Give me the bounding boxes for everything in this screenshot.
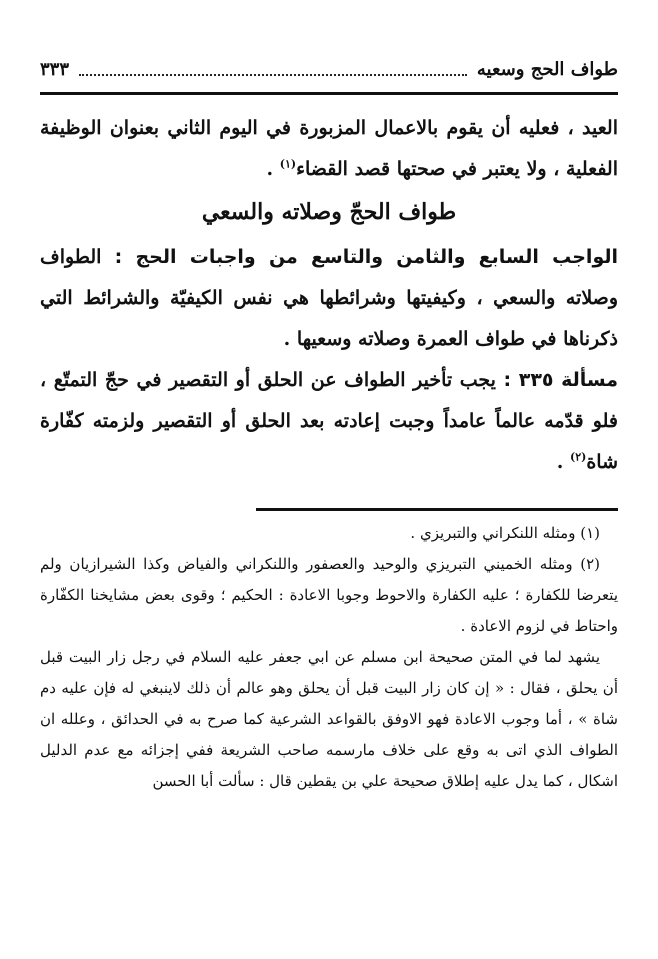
footnotes bbox=[40, 518, 618, 797]
header-leader-dots bbox=[79, 62, 467, 76]
footnote-ref-1: (١) bbox=[279, 157, 297, 171]
paragraph-3-text: يجب تأخير الطواف عن الحلق أو التقصير في حجّ التمتّع ، فلو قدّمه عالماً عامداً وجبت إعادته بعد الحلق أو التقصير ولزمته كفّارة شاة bbox=[40, 369, 618, 473]
footnote-1: (١) ومثله اللنكراني والتبريزي . bbox=[410, 524, 600, 542]
header-title: طواف الحج وسعيه bbox=[476, 58, 618, 80]
paragraph-3 bbox=[40, 360, 618, 483]
page-number: ٣٣٣ bbox=[40, 58, 70, 80]
paragraph-1-text: العيد ، فعليه أن يقوم بالاعمال المزبورة في اليوم الثاني بعنوان الوظيفة الفعلية ، ولا يعتبر في صحتها قصد القضاء bbox=[40, 117, 618, 180]
header-rule bbox=[40, 92, 618, 95]
paragraph-1 bbox=[40, 108, 618, 190]
section-title: طواف الحجّ وصلاته والسعي bbox=[201, 199, 457, 225]
paragraph-3-end: . bbox=[556, 451, 570, 473]
footnote-rule bbox=[256, 508, 618, 511]
running-header bbox=[40, 52, 618, 86]
paragraph-2-text: الطواف وصلاته والسعي ، وكيفيتها وشرائطها هي نفس الكيفيّة والشرائط التي ذكرناها في طواف العمرة وصلاته وسعيها . bbox=[40, 246, 618, 350]
footnote-2: (٢) ومثله الخميني التبريزي والوحيد والعصفور واللنكراني والفياض وكذا الشيرازيان ولم يتعرضا للكفارة ؛ عليه الكفارة والاحوط وجوبا الاعادة : الحكيم ؛ وقوى بعض مشايخنا الكفّارة واحتاط في لزوم الاعادة . bbox=[40, 555, 618, 635]
footnote-ref-2: (٢) bbox=[569, 450, 587, 464]
footnote-3: يشهد لما في المتن صحيحة ابن مسلم عن ابي جعفر عليه السلام في رجل زار البيت قبل أن يحلق ، فقال : « إن كان زار البيت قبل أن يحلق وهو عالم أن ذلك لاينبغي له فإن عليه دم شاة » ، أما وجوب الاعادة فهو الاوفق بالقواعد الشرعية كما صرح به في الحدائق ، وعلله ان الطواف الذي اتى به وقع على خلاف مارسمه صاحب الشريعة ففي إجزائه مع عدم الدليل اشكال ، كما يدل عليه إطلاق صحيحة علي بن يقطين قال : سألت أبا الحسن bbox=[40, 648, 618, 790]
paragraph-2-lead: الواجب السابع والثامن والتاسع من واجبات الحج : bbox=[114, 246, 619, 268]
main-text bbox=[40, 108, 618, 483]
issue-label: مسألة ٣٣٥ : bbox=[503, 369, 618, 391]
paragraph-1-end: . bbox=[266, 158, 280, 180]
paragraph-2 bbox=[40, 237, 618, 360]
